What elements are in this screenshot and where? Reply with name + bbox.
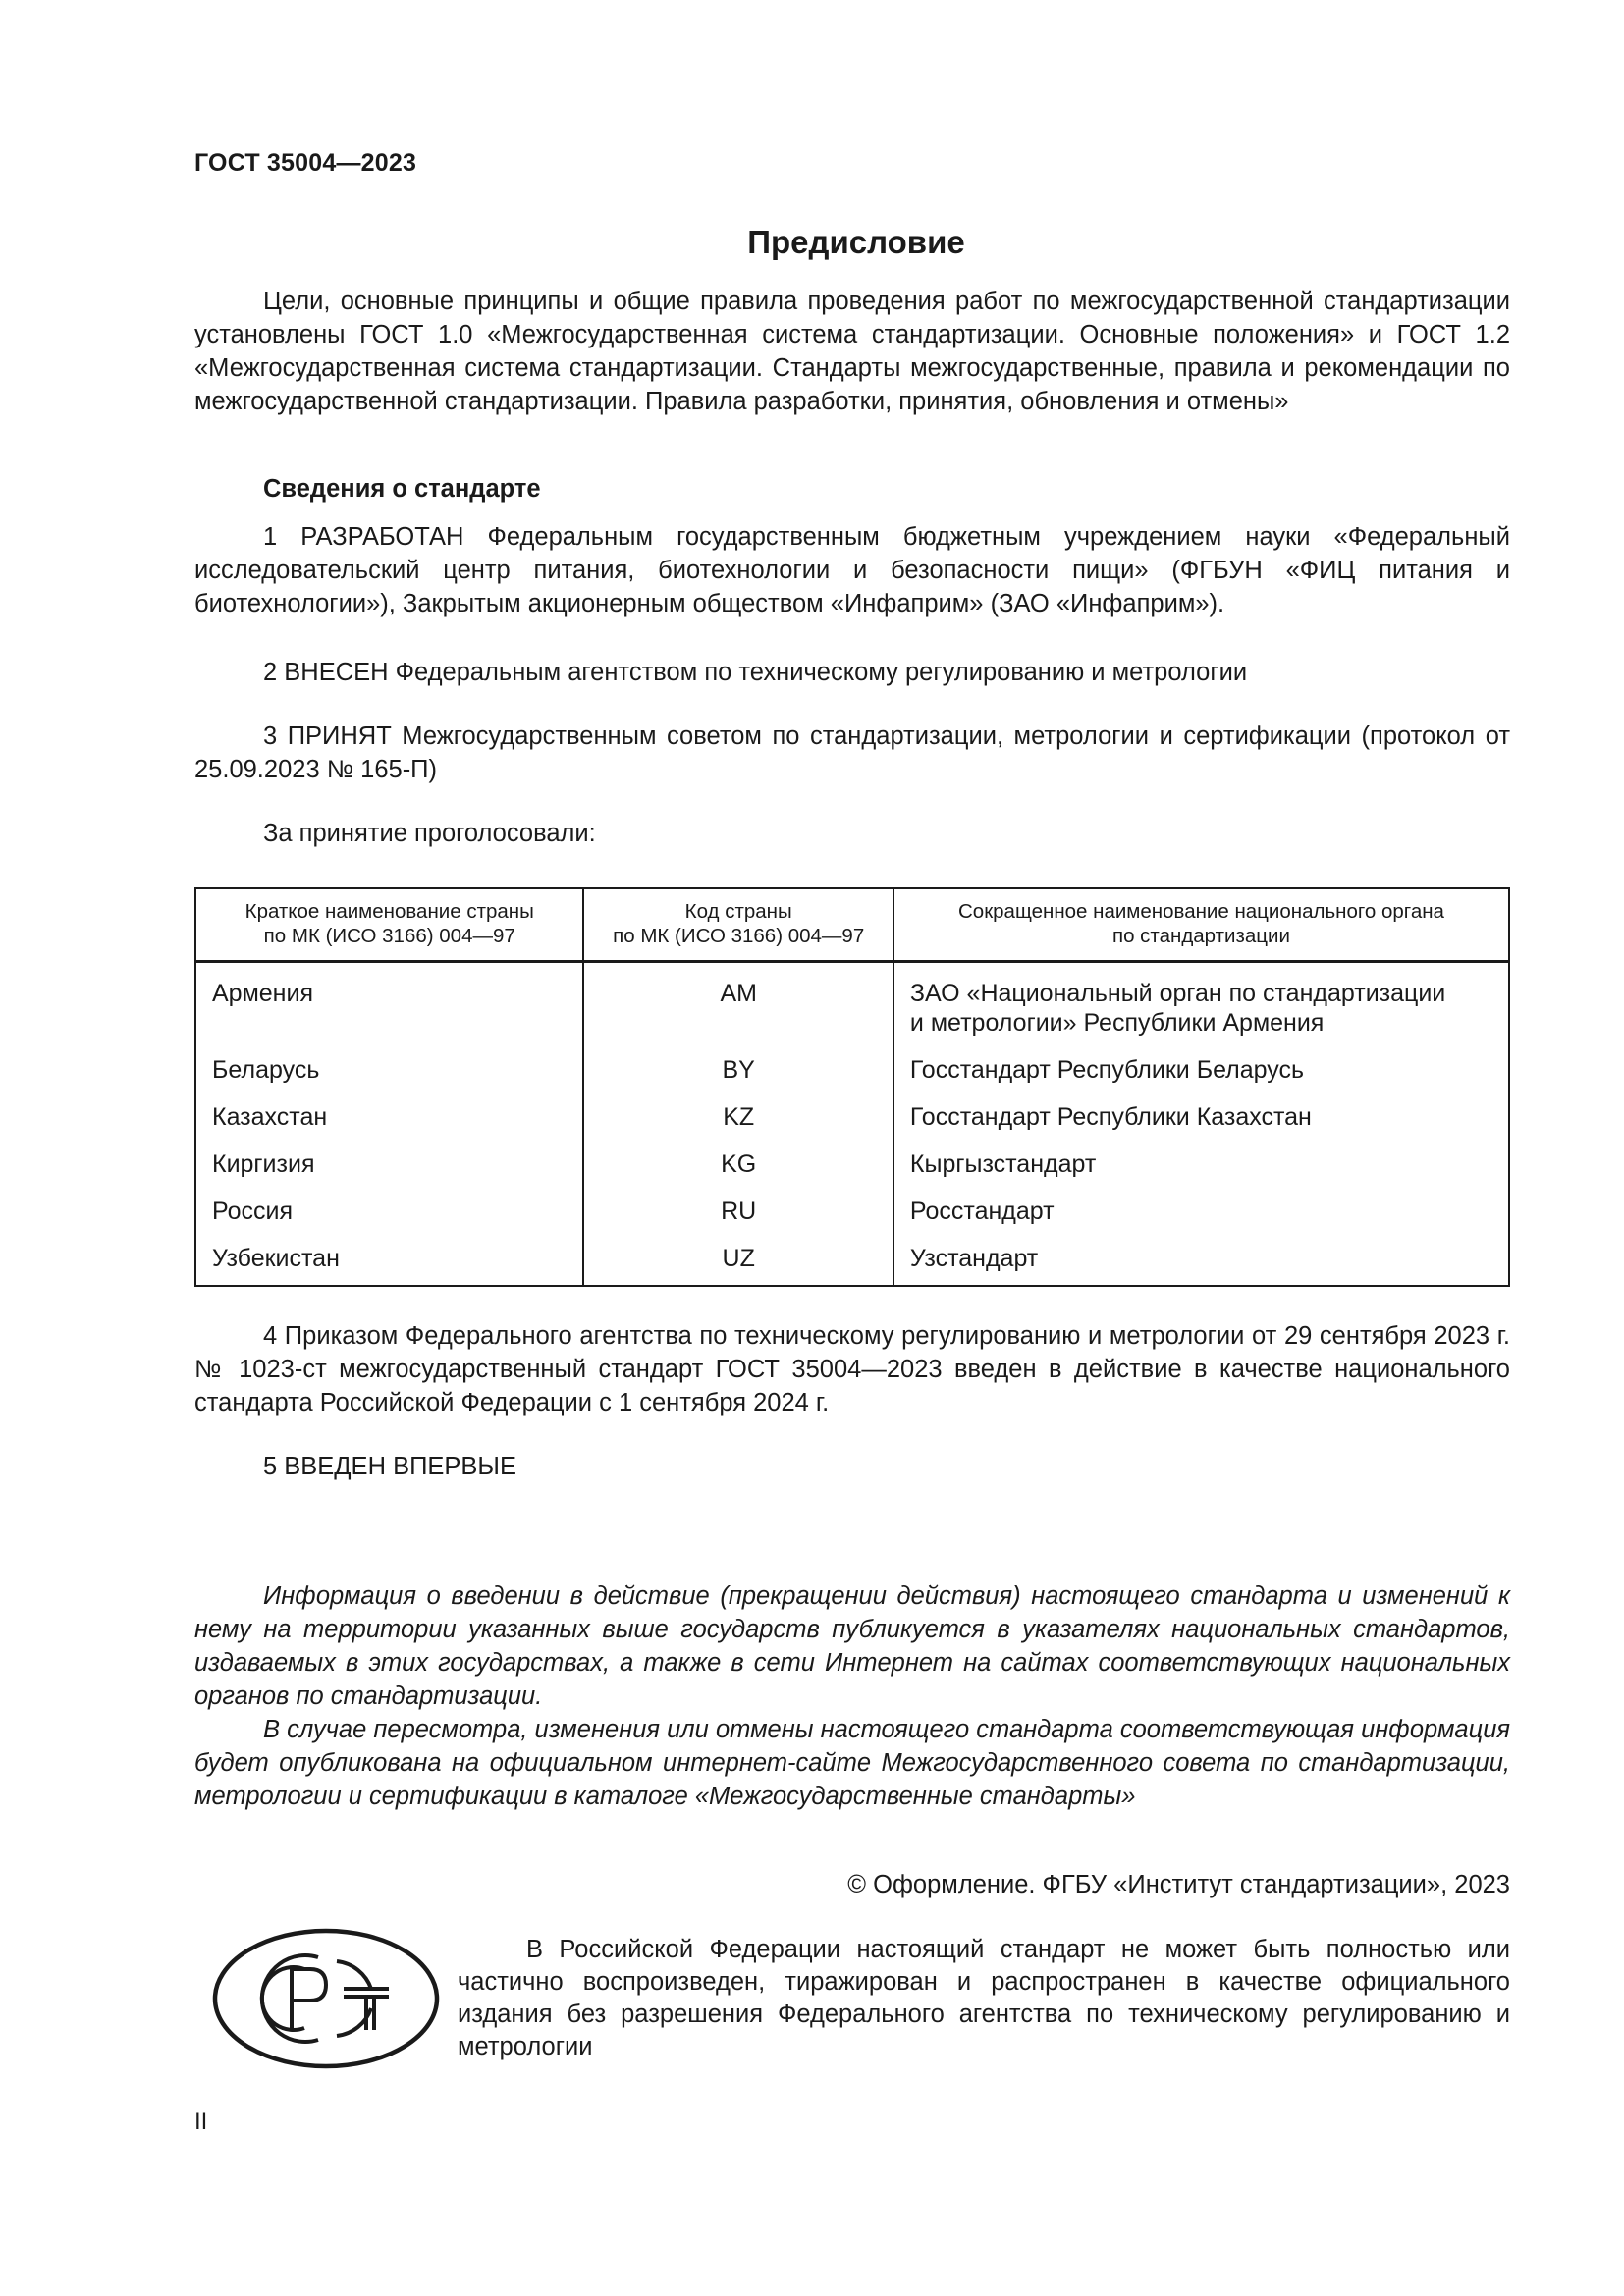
header-country-line1: Краткое наименование страны	[244, 900, 534, 923]
code-cell: BY	[583, 1045, 893, 1093]
country-cell: Казахстан	[212, 1103, 328, 1131]
table-row	[195, 1234, 1509, 1286]
header-body-line1: Сокращенное наименование национального органа	[957, 900, 1444, 923]
code-cell: AM	[583, 962, 893, 1046]
country-cell: Россия	[212, 1198, 293, 1225]
body-cell: Росстандарт	[893, 1187, 1509, 1234]
header-code-line2: по МК (ИСО 3166) 004—97	[613, 925, 865, 947]
country-cell: Киргизия	[212, 1150, 315, 1178]
header-country	[195, 888, 583, 962]
item-5-first-introduced: 5 ВВЕДЕН ВПЕРВЫЕ	[263, 1453, 517, 1480]
notice-paragraph-1: Информация о введении в действие (прекращении действия) настоящего стандарта и изменений к нему на территории указанных выше государств публикуется в указателях национальных стандартов, издаваемых в этих государствах, а также в сети Интернет на сайтах соответствующих национальных органов по стандартизации.	[194, 1582, 1510, 1710]
intro-paragraph: Цели, основные принципы и общие правила проведения работ по межгосударственной стандартизации установлены ГОСТ 1.0 «Межгосударственная система стандартизации. Основные положения» и ГОСТ 1.2 «Межгосударственная система стандартизации. Стандарты межгосударственные, правила и рекомендации по межгосударственной стандартизации. Правила разработки, принятия, обновления и отмены»	[194, 288, 1510, 415]
gost-certification-logo	[208, 1924, 444, 2073]
code-cell: KZ	[583, 1093, 893, 1140]
header-country-line2: по МК (ИСО 3166) 004—97	[263, 925, 515, 947]
item-2-submitted: 2 ВНЕСЕН Федеральным агентством по техническому регулированию и метрологии	[263, 659, 1248, 686]
header-code	[583, 888, 893, 962]
code-cell: RU	[583, 1187, 893, 1234]
country-cell: Армения	[212, 980, 313, 1007]
body-cell: Кыргызстандарт	[893, 1140, 1509, 1187]
document-id-header: ГОСТ 35004—2023	[194, 149, 417, 177]
body-line2: и метрологии» Республики Армения	[909, 1009, 1325, 1037]
page-title: Предисловие	[747, 224, 965, 260]
notice-paragraph-2: В случае пересмотра, изменения или отмены настоящего стандарта соответствующая информация будет опубликована на официальном интернет-сайте Межгосударственного совета по стандартизации, метрологии и сертификации в каталоге «Межгосударственные стандарты»	[194, 1716, 1510, 1810]
body-cell: Госстандарт Республики Казахстан	[893, 1093, 1509, 1140]
body-cell: Узстандарт	[893, 1234, 1509, 1286]
reproduction-rights-notice: В Российской Федерации настоящий стандарт не может быть полностью или частично воспроизведен, тиражирован и распространен в качестве официального издания без разрешения Федерального агентства по техническому регулированию и метрологии	[458, 1936, 1510, 2060]
body-cell: Госстандарт Республики Беларусь	[893, 1045, 1509, 1093]
page-number: II	[194, 2109, 208, 2135]
table-row	[195, 1140, 1509, 1187]
table-row	[195, 1045, 1509, 1093]
country-cell: Беларусь	[212, 1056, 320, 1084]
voted-label: За принятие проголосовали:	[263, 820, 596, 847]
gost-seal-icon	[208, 1924, 444, 2073]
item-4-order: 4 Приказом Федерального агентства по техническому регулированию и метрологии от 29 сентября 2023 г. № 1023-ст межгосударственный стандарт ГОСТ 35004—2023 введен в действие в качестве национального стандарта Российской Федерации с 1 сентября 2024 г.	[194, 1322, 1510, 1416]
code-cell: KG	[583, 1140, 893, 1187]
standard-info-heading: Сведения о стандарте	[263, 475, 541, 503]
header-body-line2: по стандартизации	[1111, 925, 1290, 947]
table-header-row	[195, 888, 1509, 962]
table-row	[195, 962, 1509, 1046]
voting-countries-table	[194, 887, 1510, 1287]
header-code-line1: Код страны	[684, 900, 792, 923]
table-row	[195, 1093, 1509, 1140]
body-cell	[893, 962, 1509, 1046]
body-line1: ЗАО «Национальный орган по стандартизации	[909, 980, 1446, 1007]
item-1-developed: 1 РАЗРАБОТАН Федеральным государственным бюджетным учреждением науки «Федеральный исследовательский центр питания, биотехнологии и безопасности пищи» (ФГБУН «ФИЦ питания и биотехнологии»), Закрытым акционерным обществом «Инфаприм» (ЗАО «Инфаприм»).	[194, 523, 1510, 617]
table-row	[195, 1187, 1509, 1234]
country-cell: Узбекистан	[212, 1245, 340, 1272]
copyright-line: © Оформление. ФГБУ «Институт стандартизации», 2023	[847, 1871, 1510, 1898]
item-3-adopted: 3 ПРИНЯТ Межгосударственным советом по стандартизации, метрологии и сертификации (протокол от 25.09.2023 № 165-П)	[194, 722, 1510, 783]
code-cell: UZ	[583, 1234, 893, 1286]
header-body	[893, 888, 1509, 962]
